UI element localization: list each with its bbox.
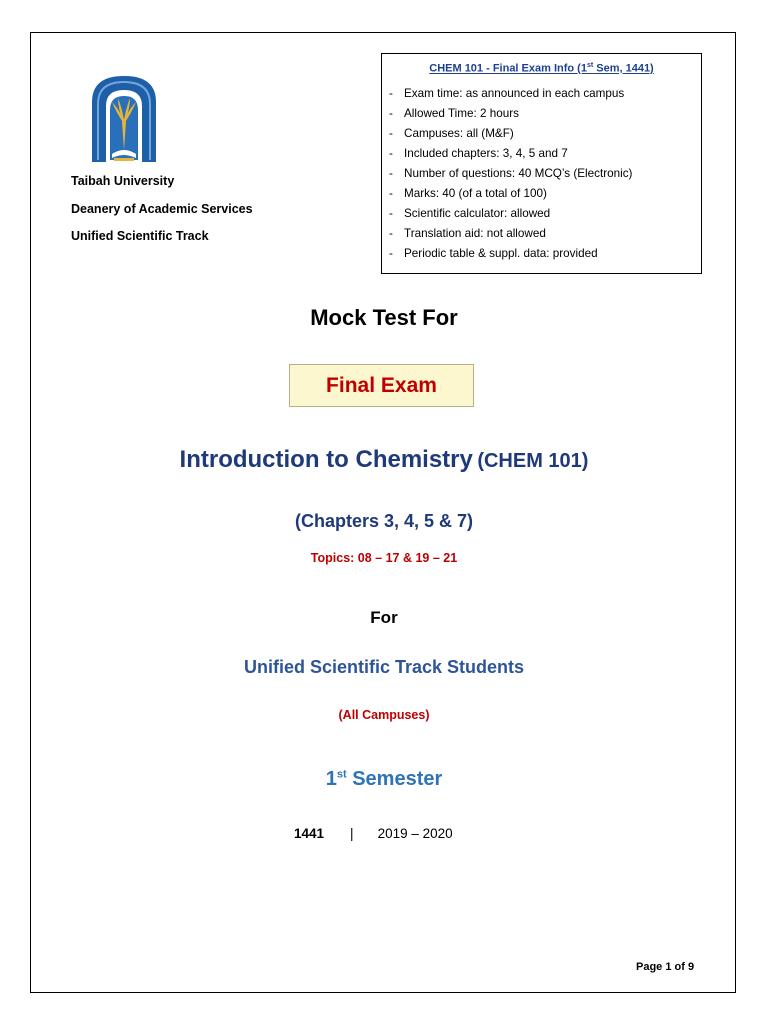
year-separator: | [350,826,354,841]
list-item: - Number of questions: 40 MCQ’s (Electronic) [389,166,633,180]
students-line: Unified Scientific Track Students [243,657,525,677]
course-name: Introduction to Chemistry [179,446,473,473]
page-number: Page 1 of 9 [636,961,695,973]
list-item: - Scientific calculator: allowed [389,206,551,220]
track-name: Unified Scientific Track [71,229,209,243]
list-item: - Periodic table & suppl. data: provided [389,246,598,260]
list-item: - Allowed Time: 2 hours [389,106,519,120]
mock-test-title: Mock Test For [310,305,458,330]
university-name: Taibah University [71,174,175,188]
course-code: (CHEM 101) [477,450,589,472]
hijri-year: 1441 [294,826,325,841]
campuses-line: (All Campuses) [338,708,430,722]
chapters-line: (Chapters 3, 4, 5 & 7) [294,511,474,531]
course-title [0,446,768,474]
exam-info-title: CHEM 101 - Final Exam Info (1st Sem, 1441) [429,62,654,75]
list-item: - Marks: 40 (of a total of 100) [389,186,547,200]
semester-line: 1st Semester [325,768,443,790]
list-item: - Translation aid: not allowed [389,226,546,240]
taibah-university-logo [88,72,160,164]
list-item: - Included chapters: 3, 4, 5 and 7 [389,146,568,160]
exam-info-list [382,87,701,267]
for-label: For [370,608,398,627]
final-exam-label: Final Exam [289,364,474,407]
list-item: - Exam time: as announced in each campus [389,86,625,100]
gregorian-year: 2019 – 2020 [377,826,453,841]
topics-line: Topics: 08 – 17 & 19 – 21 [310,551,458,565]
academic-year [294,826,453,841]
deanery-name: Deanery of Academic Services [71,202,253,216]
list-item: - Campuses: all (M&F) [389,126,514,140]
exam-info-box [381,53,702,274]
